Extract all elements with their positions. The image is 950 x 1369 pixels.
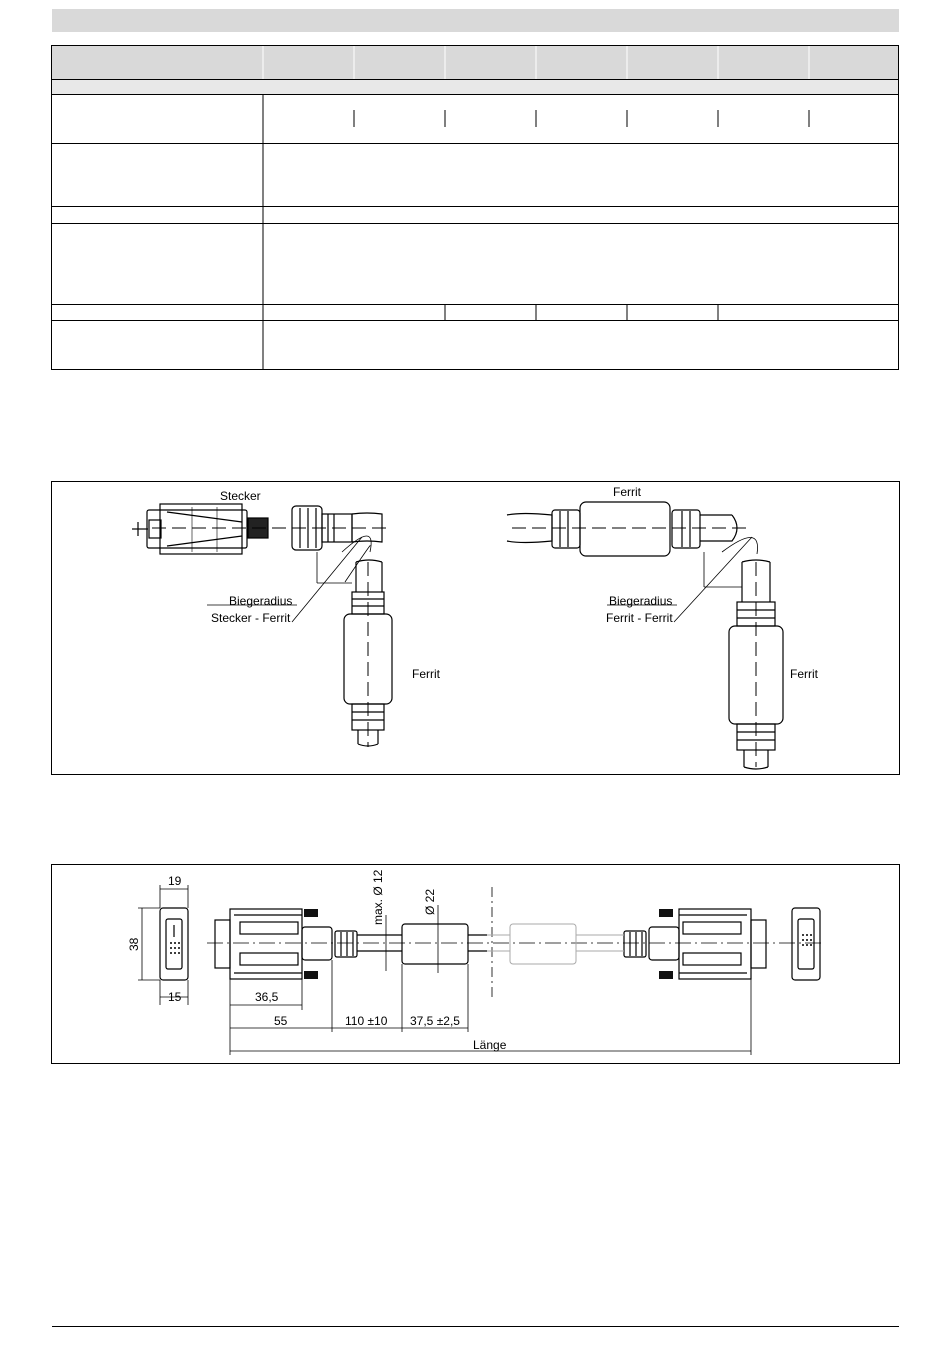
dim-connector-length: 36,5 <box>255 990 279 1004</box>
dim-cable-diameter: max. Ø 12 <box>371 869 385 925</box>
dimensions-figure <box>51 864 900 1064</box>
header-bar <box>52 9 899 32</box>
label-ferrite-right: Ferrit <box>790 667 818 681</box>
dim-width-bottom: 15 <box>168 990 182 1004</box>
dim-width-top: 19 <box>168 874 182 888</box>
label-bend-radius-left-1: Biegeradius <box>229 594 293 608</box>
bend-radius-drawing <box>52 482 899 774</box>
dim-37: 37,5 ±2,5 <box>410 1014 460 1028</box>
spec-table-grid <box>51 45 899 370</box>
dim-110: 110 ±10 <box>345 1014 388 1028</box>
label-connector: Stecker <box>220 489 261 503</box>
dim-height: 38 <box>127 937 141 951</box>
label-bend-radius-right-1: Biegeradius <box>609 594 673 608</box>
footer-rule <box>52 1326 899 1327</box>
label-bend-radius-right-2: Ferrit - Ferrit <box>606 611 673 625</box>
label-ferrite-left: Ferrit <box>412 667 440 681</box>
dim-ferrite-diameter: Ø 22 <box>423 888 437 915</box>
dimensions-drawing <box>52 865 899 1063</box>
bend-radius-figure <box>51 481 900 775</box>
dim-55: 55 <box>274 1014 288 1028</box>
label-ferrite-top: Ferrit <box>613 485 641 499</box>
spec-table <box>51 45 899 370</box>
label-bend-radius-left-2: Stecker - Ferrit <box>211 611 291 625</box>
dim-length: Länge <box>473 1038 507 1052</box>
